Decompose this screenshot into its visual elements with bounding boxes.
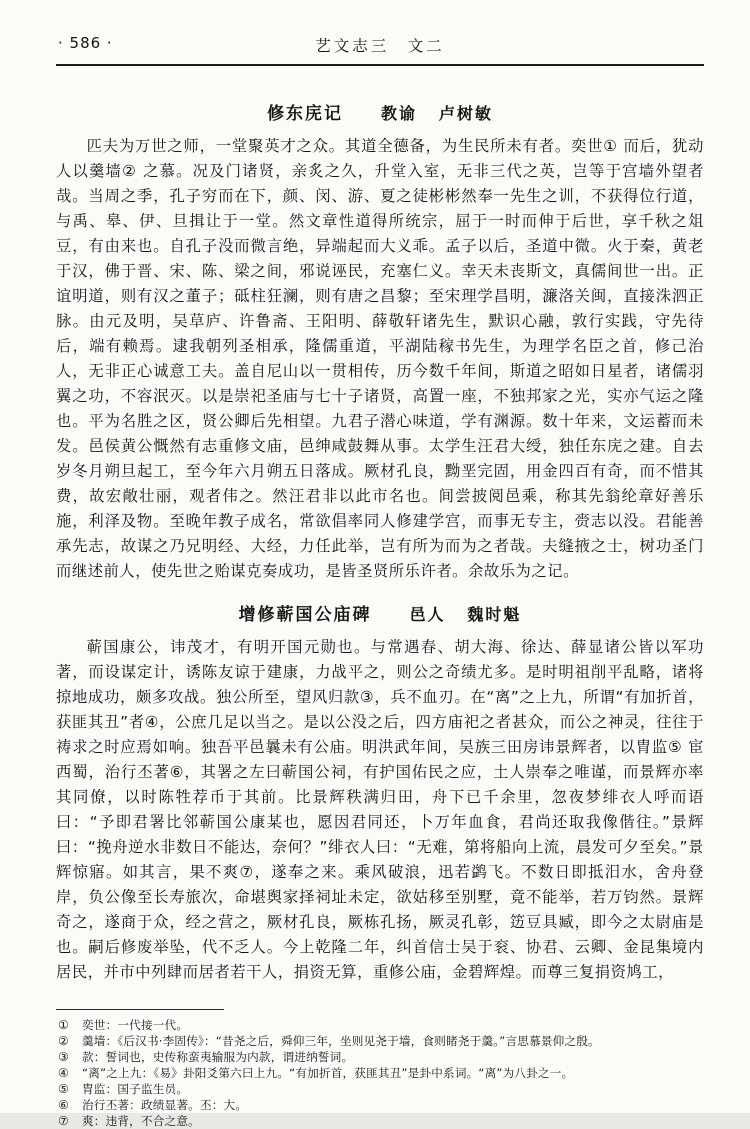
footnote-5-text: 胄监：国子监生员。	[82, 1082, 189, 1096]
article-2-title: 增修蕲国公庙碑	[238, 605, 372, 625]
footnote-1-text: 奕世：一代接一代。	[82, 1018, 189, 1032]
footnotes-block	[56, 1017, 704, 1129]
footnote-6-text: 治行丕著：政绩显著。丕：大。	[82, 1098, 248, 1112]
footnote-4	[56, 1065, 704, 1081]
footnote-separator-rule	[56, 1009, 224, 1010]
footnote-5-marker: ⑤	[58, 1082, 69, 1096]
article-1-author-role: 教谕	[380, 104, 417, 123]
header-rule	[56, 64, 704, 66]
page-header	[56, 34, 704, 58]
footnote-6	[56, 1097, 704, 1113]
footnote-7-text: 爽：违背，不合之意。	[82, 1114, 200, 1128]
article-1-author: 卢树敏	[438, 104, 493, 123]
article-1-body: 匹夫为万世之师，一堂聚英才之众。其道全德备，为生民所未有者。奕世① 而后，犹动人以羹墙② 之慕。况及门诸贤，亲炙之久，升堂入室，无非三代之英，岂等于宫墙外望者哉。当周之季，孔子穷而在下，颜、闵、游、夏之徒彬彬然奉一先生之训，不获得位行道，与禹、皋、伊、旦揖让于一堂。然文章性道得所统宗，屈于一时而伸于后世，享千秋之俎豆，有由来也。自孔子没而微言绝，异端起而大义乖。孟子以后，圣道中微。火于秦，黄老于汉，佛于晋、宋、陈、梁之间，邪说诬民，充塞仁义。幸天未丧斯文，真儒间世一出。正谊明道，则有汉之董子；砥柱狂澜，则有唐之昌黎；至宋理学昌明，濂洛关闽，直接洙泗正脉。由元及明，吴草庐、许鲁斋、王阳明、薛敬轩诸先生，默识心融，敦行实践，守先待后，端有赖焉。逮我朝列圣相承，隆儒重道，平湖陆稼书先生，为理学名臣之首，修己治人，无非正心诚意工夫。盖自尼山以一贯相传，历今数千年间，斯道之昭如日星者，诸儒羽翼之功，不容泯灭。以是崇祀圣庙与七十子诸贤，高置一座，不独邦家之光，实亦气运之隆也。平为名胜之区，贤公卿后先相望。九君子潜心味道，学有渊源。数十年来，文运蓄而未发。邑侯黄公慨然有志重修文庙，邑绅咸鼓舞从事。太学生汪君大绶，独任东庑之建。自去岁冬月朔旦起工，至今年六月朔五日落成。厥材孔良，黝垩完固，用金四百有奇，而不惜其费，故宏敞壮丽，观者伟之。然汪君非以此市名也。间尝披阅邑乘，称其先翁纶章好善乐施，利泽及物。至晚年教子成名，常欲倡率同人修建学宫，而事无专主，赍志以没。君能善承先志，故谋之乃兄明经、大经，力任此举，岂有所为而为之者哉。夫缝掖之士，树功圣门而继述前人，使先世之贻谋克奏成功，是皆圣贤所乐许者。余故乐为之记。	[56, 137, 704, 580]
article-2-body: 蕲国康公，讳茂才，有明开国元勋也。与常遇春、胡大海、徐达、薛显诸公皆以军功著，而设谋定计，诱陈友谅于建康，力战平之，则公之奇绩尤多。是时明祖削平乱略，诸将掠地成功，颇多攻战。独公所至，望风归款③，兵不血刃。在“离”之上九，所谓“有加折首，获匪其丑”者④，公庶几足以当之。是以公没之后，四方庙祀之者甚众，而公之神灵，往往于祷求之时应焉如响。独吾平邑曩未有公庙。明洪武年间，吴族三田房讳景辉者，以胄监⑤ 宦西蜀，治行丕著⑥，其署之左曰蕲国公祠，有护国佑民之应，土人崇奉之唯谨，而景辉亦率其同僚，以时陈牲荐币于其前。比景辉秩满归田，舟下已千余里，忽夜梦绯衣人呼而语曰：“予即君署比邻蕲国公康某也，愿因君同还，卜万年血食，君尚还取我像偕往。”景辉曰：“挽舟逆水非数日不能达，奈何？”绯衣人曰：“无难，第将船向上流，晨发可夕至矣。”景辉惊寤。如其言，果不爽⑦，遂奉之来。乘风破浪，迅若鹢飞。不数日即抵汨水，舍舟登岸，负公像至长寿旅次，命堪舆家择祠址未定，欲姑移至别墅，竟不能举，若万钧然。景辉奇之，遂商于众，经之营之，厥材孔良，厥栋孔扬，厥灵孔彰，笾豆具臧，即今之太尉庙是也。嗣后修废举坠，代不乏人。今上乾隆二年，纠首信士吴于衮、协君、云卿、金昆集境内居民，并市中列肆而居者若干人，捐资无算，重修公庙，金碧辉煌。而尊三复捐资鸠工，	[56, 638, 704, 981]
footnote-2	[56, 1033, 704, 1049]
article-1-heading	[56, 99, 704, 124]
article-2-author-role: 邑人	[409, 605, 446, 624]
footnote-3-text: 款：誓词也，史传称蛮夷输服为内款，谓进纳誓词。	[82, 1050, 354, 1064]
article-2-heading	[56, 600, 704, 625]
footnote-1-marker: ①	[58, 1018, 69, 1032]
footnote-6-marker: ⑥	[58, 1098, 69, 1112]
footnote-2-marker: ②	[58, 1034, 69, 1048]
page-number: · 586 ·	[58, 34, 113, 52]
footnote-1	[56, 1017, 704, 1033]
running-header-title: 艺文志三 文二	[315, 37, 445, 55]
article-2-author: 魏时魁	[467, 605, 522, 624]
footnote-4-marker: ④	[58, 1066, 69, 1080]
footnote-4-text: “离”之上九：《易》卦阳爻第六曰上九。“有加折首，获匪其丑”是卦中系词。“离”为八卦之一。	[82, 1066, 574, 1080]
footnote-5	[56, 1081, 704, 1097]
article-1-title: 修东庑记	[267, 104, 344, 124]
footnote-3-marker: ③	[58, 1050, 69, 1064]
footnote-2-text: 羹墙：《后汉书·李固传》：“昔尧之后，舜仰三年，坐则见尧于墙，食则睹尧于羹。”言思慕景仰之殷。	[82, 1034, 600, 1048]
footnote-7-marker: ⑦	[58, 1114, 69, 1128]
footnote-7	[56, 1113, 704, 1129]
footnote-3	[56, 1049, 704, 1065]
